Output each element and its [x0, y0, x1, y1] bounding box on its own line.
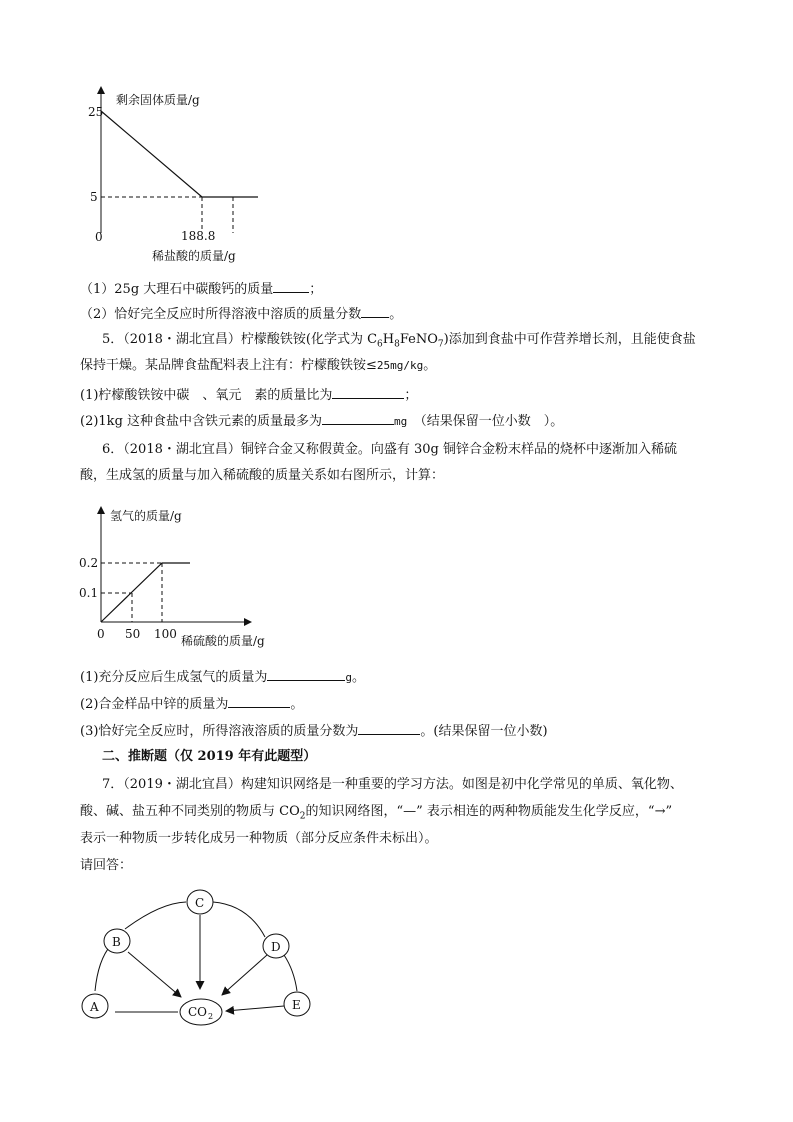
q5-line1: 5．（2018・湖北宜昌）柠檬酸铁铵(化学式为 $C_6H_8FeNO_7$)添加到食盐中可作营养增长剂，且能使食盐: [102, 332, 696, 350]
node-a: [82, 994, 108, 1018]
node-c: [187, 890, 213, 914]
q5-line2: 保持干燥。某品牌食盐配料表上注有：柠檬酸铁铵≤25mg/kg。: [80, 358, 437, 373]
y-tick-25: 25: [88, 105, 104, 119]
y-tick-0.1: 0.1: [79, 586, 99, 600]
q6-line2: 酸，生成氢的质量与加入稀硫酸的质量关系如右图所示，计算：: [80, 468, 445, 483]
arrow-e-co2: [226, 1006, 284, 1011]
data-line-remaining-solid: [101, 111, 258, 197]
q6-part3: (3)恰好完全反应时，所得溶液溶质的质量分数为 。(结果保留一位小数): [80, 724, 548, 739]
x-axis-label: 稀盐酸的质量/g: [152, 249, 236, 263]
q6-part2: (2)合金样品中锌的质量为 。: [80, 697, 304, 712]
q6-line1: 6．（2018・湖北宜昌）铜锌合金又称假黄金。向盛有 30g 铜锌合金粉末样品的烧杯中逐渐加入稀硫: [102, 442, 678, 457]
node-co2: [180, 999, 222, 1025]
arrow-b-co2: [128, 952, 181, 997]
origin-label: 0: [97, 627, 105, 641]
chart-hydrogen-mass: [76, 500, 296, 658]
svg-text:D: D: [271, 940, 281, 954]
y-tick-5: 5: [90, 190, 98, 204]
svg-text:E: E: [292, 998, 301, 1012]
y-axis-label: 氢气的质量/g: [110, 509, 182, 523]
x-tick-100: 100: [154, 627, 177, 641]
x-tick-50: 50: [125, 627, 141, 641]
arc-c-d: [213, 902, 265, 937]
svg-text:A: A: [90, 1000, 99, 1014]
node-b: [104, 929, 130, 953]
arc-a-b: [95, 945, 111, 991]
chart-remaining-solid: [80, 78, 280, 273]
arc-b-c: [125, 902, 186, 929]
arrow-d-co2: [222, 955, 267, 995]
q7-line3: 表示一种物质一步转化成另一种物质（部分反应条件未标出）。: [80, 831, 438, 846]
q7-line1: 7．（2019・湖北宜昌）构建知识网络是一种重要的学习方法。如图是初中化学常见的单质、氧化物、: [102, 777, 683, 792]
svg-text:C: C: [195, 896, 205, 910]
q5-part1: (1)柠檬酸铁铵中碳 、氧元 素的质量比为 ；: [80, 388, 418, 403]
data-line-hydrogen: [101, 563, 190, 622]
origin-label: 0: [95, 230, 103, 244]
node-d: [263, 934, 289, 958]
q6-part1: (1)充分反应后生成氢气的质量为 g。: [80, 670, 366, 685]
q5-part2: (2)1kg 这种食盐中含铁元素的质量最多为 mg （结果保留一位小数 ）。: [80, 414, 564, 429]
q7-line4: 请回答：: [80, 858, 133, 873]
q7-line2: 酸、碱、盐五种不同类别的物质与 $CO_2$的知识网络图，“—” 表示相连的两种物质能发生化学反应，“→”: [80, 804, 673, 822]
svg-text:2: 2: [208, 1012, 214, 1021]
y-tick-0.2: 0.2: [79, 556, 99, 570]
section-title-inference: 二、推断题（仅 2019 年有此题型）: [102, 749, 317, 764]
y-axis-label: 剩余固体质量/g: [116, 93, 200, 107]
node-e: [284, 992, 310, 1016]
x-tick-188: 188.8: [181, 229, 216, 243]
svg-text:CO: CO: [188, 1005, 208, 1019]
x-axis-label: 稀硫酸的质量/g: [181, 634, 265, 648]
svg-text:B: B: [112, 935, 121, 949]
co2-knowledge-network-diagram: [70, 885, 330, 1035]
arrow-glyph: →: [654, 804, 666, 819]
q4-part1: （1）25g 大理石中碳酸钙的质量 ；: [80, 282, 323, 297]
arc-d-e: [284, 955, 297, 991]
q4-part2: （2）恰好完全反应时所得溶液中溶质的质量分数 。: [80, 307, 403, 322]
